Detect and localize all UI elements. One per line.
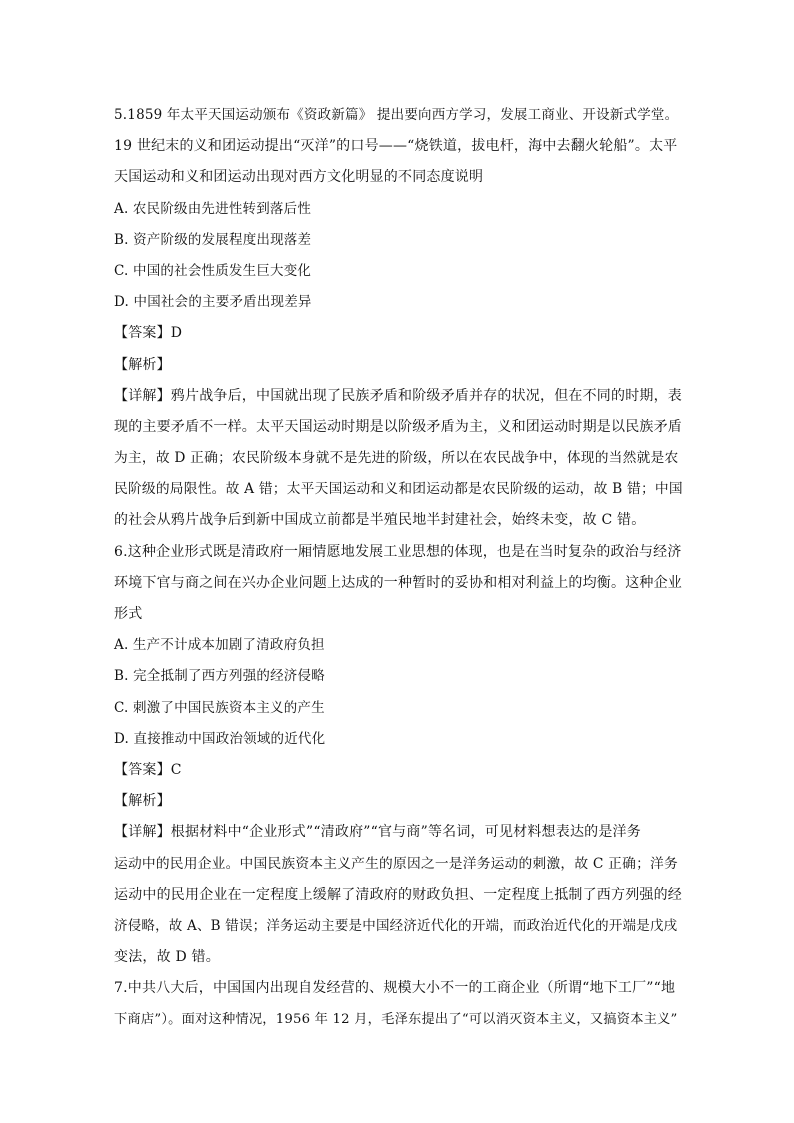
question-5-detail-line-5: 的社会从鸦片战争后到新中国成立前都是半殖民地半封建社会，始终未变，故 C 错。 (114, 512, 646, 529)
question-5-option-d: D. 中国社会的主要矛盾出现差异 (114, 294, 312, 311)
question-5-stem-line-2: 19 世纪末的义和团运动提出“灭洋”的口号——“烧铁道，拔电杆，海中去翻火轮船”。太平 (114, 138, 678, 155)
question-6-stem-line-1: 6.这种企业形式既是清政府一厢情愿地发展工业思想的体现，也是在当时复杂的政治与经济 (114, 543, 682, 560)
question-7-stem-line-1: 7.中共八大后，中国国内出现自发经营的、规模大小不一的工商企业（所谓“地下工厂”“地 (114, 980, 676, 997)
question-6-detail-line-5: 变法，故 D 错。 (114, 949, 220, 966)
question-6-option-a: A. 生产不计成本加剧了清政府负担 (114, 637, 325, 654)
question-6-analysis-label: 【解析】 (114, 793, 171, 810)
question-6-stem-line-3: 形式 (114, 606, 143, 622)
question-6-option-c: C. 刺激了中国民族资本主义的产生 (114, 699, 325, 716)
question-5-answer: 【答案】D (114, 325, 183, 342)
question-5-detail-line-4: 民阶级的局限性。故 A 错；太平天国运动和义和团运动都是农民阶级的运动，故 B 错；中国 (114, 481, 683, 498)
question-5-analysis-label: 【解析】 (114, 356, 171, 373)
question-7 (114, 973, 686, 1035)
question-5-stem-line-1: 5.1859 年太平天国运动颁布《资政新篇》 提出要向西方学习，发展工商业、开设新式学堂。 (114, 107, 679, 123)
question-7-stem-line-2: 下商店”）。面对这种情况，1956 年 12 月，毛泽东提出了“可以消灭资本主义，又搞资本主义” (114, 1012, 678, 1028)
document-page (114, 100, 686, 1036)
question-6 (114, 537, 686, 974)
question-6-detail-line-4: 济侵略，故 A、B 错误；洋务运动主要是中国经济近代化的开端，而政治近代化的开端是戊戌 (114, 917, 678, 934)
question-5-detail-line-1: 【详解】鸦片战争后，中国就出现了民族矛盾和阶级矛盾并存的状况，但在不同的时期，表 (114, 387, 682, 404)
question-6-option-b: B. 完全抵制了西方列强的经济侵略 (114, 668, 325, 685)
question-5-option-a: A. 农民阶级由先进性转到落后性 (114, 200, 312, 217)
question-6-answer: 【答案】C (114, 761, 182, 778)
question-6-detail-line-2: 运动中的民用企业。中国民族资本主义产生的原因之一是洋务运动的刺激，故 C 正确；洋务 (114, 855, 678, 872)
question-5-stem-line-3: 天国运动和义和团运动出现对西方文化明显的不同态度说明 (114, 169, 484, 186)
question-6-option-d: D. 直接推动中国政治领域的近代化 (114, 730, 326, 747)
question-5-option-c: C. 中国的社会性质发生巨大变化 (114, 262, 312, 279)
question-5-detail-line-2: 现的主要矛盾不一样。太平天国运动时期是以阶级矛盾为主，义和团运动时期是以民族矛盾 (114, 418, 682, 435)
question-6-detail-line-1: 【详解】根据材料中“企业形式”“清政府”“官与商”等名词，可见材料想表达的是洋务 (114, 824, 641, 841)
question-6-detail-line-3: 运动中的民用企业在一定程度上缓解了清政府的财政负担、一定程度上抵制了西方列强的经 (114, 886, 682, 903)
question-6-stem-line-2: 环境下官与商之间在兴办企业问题上达成的一种暂时的妥协和相对利益上的均衡。这种企业 (114, 574, 682, 591)
question-5-detail-line-3: 为主，故 D 正确；农民阶级本身就不是先进的阶级，所以在农民战争中，体现的当然就是农 (114, 450, 679, 467)
question-5 (114, 100, 686, 537)
question-5-option-b: B. 资产阶级的发展程度出现落差 (114, 231, 312, 248)
